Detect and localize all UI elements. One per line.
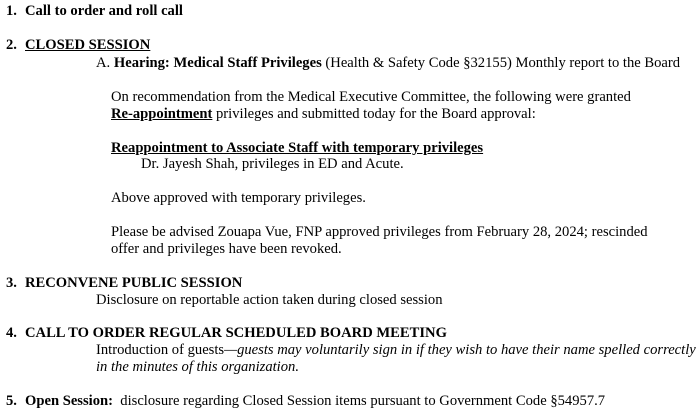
approved-note: Above approved with temporary privileges. <box>111 190 366 206</box>
item-3-number: 3. <box>6 275 17 291</box>
item-2-title: CLOSED SESSION <box>25 37 151 53</box>
guests-line-1 <box>96 342 696 359</box>
item-4 <box>6 325 447 342</box>
guests-dash: — <box>224 342 238 358</box>
item-5-detail: disclosure regarding Closed Session items pursuant to Government Code §54957.7 <box>113 393 606 409</box>
reappointment-subheading: Reappointment to Associate Staff with temporary privileges <box>111 140 484 156</box>
advise-line-1: Please be advised Zouapa Vue, FNP approved privileges from February 28, 2024; rescinded <box>111 224 648 240</box>
guests-italic-1: guests may voluntarily sign in if they wish to have their name spelled correctly <box>237 342 696 358</box>
item-4-title: CALL TO ORDER REGULAR SCHEDULED BOARD MEETING <box>25 325 447 341</box>
recommendation-line-2-rest: privileges and submitted today for the Board approval: <box>212 106 536 122</box>
item-2 <box>6 37 150 54</box>
hearing-line <box>96 55 680 72</box>
item-5-title: Open Session: <box>25 393 113 409</box>
provider-line: Dr. Jayesh Shah, privileges in ED and Acute. <box>141 156 404 172</box>
guests-intro: Introduction of guests <box>96 342 225 358</box>
item-3-detail: Disclosure on reportable action taken during closed session <box>96 292 443 308</box>
item-2-number: 2. <box>6 37 17 53</box>
item-1 <box>6 3 183 20</box>
hearing-title: Hearing: Medical Staff Privileges <box>113 55 322 71</box>
item-1-title: Call to order and roll call <box>25 3 183 19</box>
recommendation-line-1: On recommendation from the Medical Executive Committee, the following were granted <box>111 89 631 105</box>
hearing-label: A. <box>96 55 111 71</box>
reappointment-term: Re-appointment <box>111 106 213 122</box>
item-3 <box>6 275 242 292</box>
item-1-number: 1. <box>6 3 17 19</box>
item-5-number: 5. <box>6 393 17 409</box>
item-3-title: RECONVENE PUBLIC SESSION <box>25 275 243 291</box>
advise-line-2: offer and privileges have been revoked. <box>111 241 342 257</box>
guests-line-2: in the minutes of this organization. <box>96 359 299 375</box>
hearing-rest: (Health & Safety Code §32155) Monthly report to the Board <box>321 55 681 71</box>
item-4-number: 4. <box>6 325 17 341</box>
item-5 <box>6 393 605 410</box>
recommendation-line-2 <box>111 106 536 123</box>
